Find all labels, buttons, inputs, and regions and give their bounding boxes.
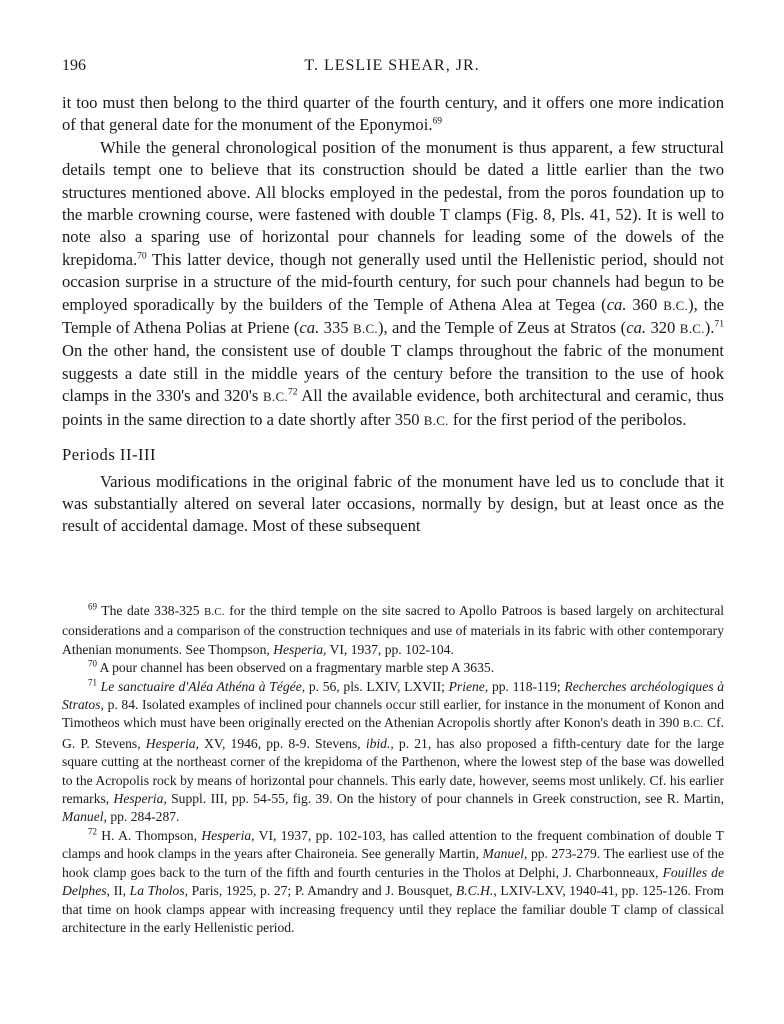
footnote-71: $^{71}$ Le sanctuaire d'Aléa Athéna à Tégée, p. 56, pls. LXIV, LXVII; Priene, pp. 118-119; Recherches archéologiques à Stratos, p. 84. Isolated examples of inclined pour channels occur still earlier, for instance in the monument of Konon and Timotheos which must have been originally erected on the Athenian Acropolis shortly after Konon's death in 390 B.C. Cf. G. P. Stevens, Hesperia, XV, 1946, pp. 8-9. Stevens, ibid., p. 21, has also proposed a fifth-century date for the large square cutting at the northeast corner of the krepidoma of the Parthenon, where the lowest step of the base was dowelled to the Acropolis rock by means of horizontal pour channels. This early date, however, seems most unlikely. Cf. his earlier remarks, Hesperia, Suppl. III, pp. 54-55, fig. 39. On the history of pour channels in Greek construction, see R. Martin, Manuel, pp. 284-287. (62, 677, 725, 825)
section-heading: Periods II-III (62, 445, 157, 465)
paragraph-1: it too must then belong to the third quarter of the fourth century, and it offers one more indication of that general date for the monument of the Eponymoi.$^{69}$ (62, 93, 724, 135)
page-number: 196 (62, 57, 86, 74)
main-text (62, 92, 724, 538)
footnote-72: $^{72}$ H. A. Thompson, Hesperia, VI, 1937, pp. 102-103, has called attention to the frequent combination of double T clamps and hook clamps in the years after Chaironeia. See generally Martin, Manuel, pp. 273-279. The earliest use of the hook clamp goes back to the turn of the fifth and fourth centuries in the Tholos at Delphi, J. Charbonneaux, Fouilles de Delphes, II, La Tholos, Paris, 1925, p. 27; P. Amandry and J. Bousquet, B.C.H., LXIV-LXV, 1940-41, pp. 125-126. From that time on hook clamps appear with increasing frequency until they replace the familiar double T clamp of classical architecture in the early Hellenistic period. (62, 826, 725, 935)
running-title: T. LESLIE SHEAR, JR. (304, 57, 480, 74)
footnote-ref-69: 69 (432, 115, 443, 127)
footnote-ref-71: 71 (714, 318, 725, 330)
footnote-69: $^{69}$ The date 338-325 B.C. for the third temple on the site sacred to Apollo Patroos is based largely on architectural considerations and a comparison of the construction techniques and use of materials in its fabric with other contemporary Athenian monuments. See Thompson, Hesperia, VI, 1937, pp. 102-104. (62, 601, 725, 657)
footnote-70: $^{70}$ A pour channel has been observed on a fragmentary marble step A 3635. (88, 658, 495, 676)
footnote-ref-70: 70 (137, 250, 147, 262)
paragraph-3: Various modifications in the original fabric of the monument have led us to conclude that it was substantially altered on several later occasions, normally by design, but at least once as the result of accidental damage. Most of these subsequent (62, 471, 724, 536)
paragraph-2: While the general chronological position of the monument is thus apparent, a few structural details tempt one to believe that its construction should be dated a little earlier than the two structures mentioned above. All blocks employed in the pedestal, from the poros foundation up to the marble crowning course, were fastened with double T clamps (Fig. 8, Pls. 41, 52). It is well to note also a sparing use of horizontal pour channels for leading some of the dowels of the krepidoma.$^{70}$ This latter device, though not generally used until the Hellenistic period, should not occasion surprise in a structure of the mid-fourth century, for such pour channels had begun to be employed sporadically by the builders of the Temple of Athena Alea at Tegea (ca. 360 B.C.), the Temple of Athena Polias at Priene (ca. 335 B.C.), and the Temple of Zeus at Stratos (ca. 320 B.C.).$^{71}$ On the other hand, the consistent use of double T clamps throughout the fabric of the monument suggests a date still in the middle years of the century before the transition to the use of hook clamps in the 330's and 320's B.C.$^{72}$ All the available evidence, both architectural and ceramic, thus points in the same direction to a date shortly after 350 B.C. for the first period of the peribolos. (62, 137, 725, 429)
footnotes (62, 602, 724, 937)
running-header (62, 54, 722, 78)
footnote-ref-72: 72 (287, 386, 298, 398)
